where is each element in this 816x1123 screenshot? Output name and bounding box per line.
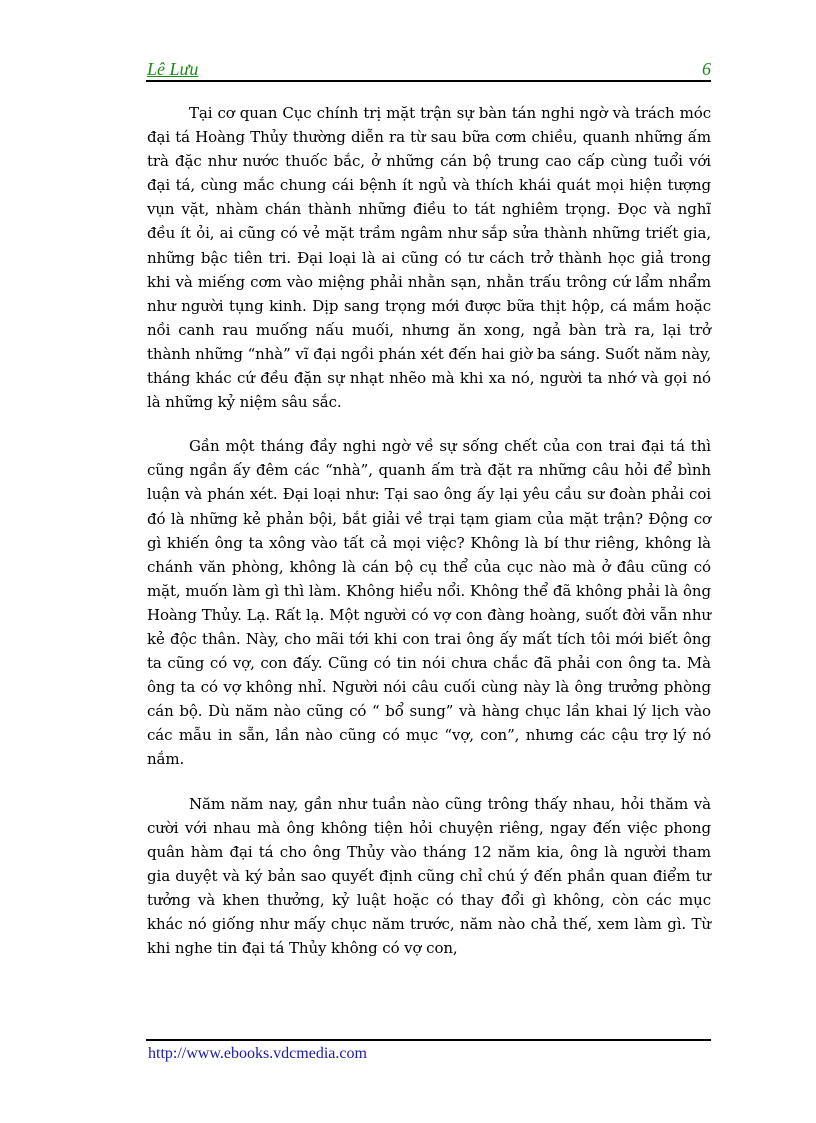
- footer-website-link[interactable]: http://www.ebooks.vdcmedia.com: [148, 1045, 367, 1062]
- footer-divider: [146, 1039, 711, 1041]
- paragraph-2: Gần một tháng đầy nghi ngờ về sự sống chết của con trai đại tá thì cũng ngần ấy đêm các “nhà”, quanh ấm trà đặt ra những câu hỏi để bình luận và phán xét. Đại loại như: Tại sao ông ấy lại yêu cầu sư đoàn phải coi đó là những kẻ phản bội, bắt giải về trại tạm giam của mặt trận? Động cơ gì khiến ông ta xông vào tất cả mọi việc? Không là bí thư riêng, không là chánh văn phòng, không là cán bộ cụ thể của cục nào mà ở đâu cũng có mặt, muốn làm gì thì làm. Không hiểu nổi. Không thể đã không phải là ông Hoàng Thủy. Lạ. Rất lạ. Một người có vợ con đàng hoàng, suốt đời vẫn như kẻ độc thân. Này, cho mãi tới khi con trai ông ấy mất tích tôi mới biết ông ta cũng có vợ, con đấy. Cũng có tin nói chưa chắc đã phải con ông ta. Mà ông ta có vợ không nhỉ. Người nói câu cuối cùng này là ông trưởng phòng cán bộ. Dù năm nào cũng có “ bổ sung” và hàng chục lần khai lý lịch vào các mẫu in sẵn, lần nào cũng có mục “vợ, con”, nhưng các cậu trợ lý nó nắm.: [147, 437, 711, 769]
- paragraph-3: Năm năm nay, gần như tuần nào cũng trông thấy nhau, hỏi thăm và cười với nhau mà ông không tiện hỏi chuyện riêng, ngay đến việc phong quân hàm đại tá cho ông Thủy vào tháng 12 năm kia, ông là người tham gia duyệt và ký bản sao quyết định cũng chỉ chú ý đến phần quan điểm tư tưởng và khen thưởng, kỷ luật hoặc có thay đổi gì không, còn các mục khác nó giống như mấy chục năm trước, năm nào chả thế, xem làm gì. Từ khi nghe tin đại tá Thủy không có vợ con,: [147, 794, 711, 958]
- page-number: 6: [702, 59, 711, 79]
- page-header: [146, 56, 711, 82]
- body-text: [147, 101, 711, 980]
- paragraph-1: Tại cơ quan Cục chính trị mặt trận sự bàn tán nghi ngờ và trách móc đại tá Hoàng Thủy thường diễn ra từ sau bữa cơm chiều, quanh những ấm trà đặc như nước thuốc bắc, ở những cán bộ trung cao cấp cùng tuổi với đại tá, cùng mắc chung cái bệnh ít ngủ và thích khái quát mọi hiện tượng vụn vặt, nhàm chán thành những điều to tát nghiêm trọng. Đọc và nghĩ đều ít ỏi, ai cũng có vẻ mặt trầm ngâm như sắp sửa thành những triết gia, những bậc tiên tri. Đại loại là ai cũng có tư cách trở thành học giả trong khi và miếng cơm vào miệng phải nhằn sạn, nhằn trấu trông cứ lẩm nhẩm như người tụng kinh. Dịp sang trọng mới được bữa thịt hộp, cá mắm hoặc nồi canh rau muống nấu muối, nhưng ăn xong, ngả bàn trà ra, lại trở thành những “nhà” vĩ đại ngồi phán xét đến hai giờ ba sáng. Suốt năm này, tháng khác cứ đều đặn sự nhạt nhẽo mà khi xa nó, người ta nhớ và gọi nó là những kỷ niệm sâu sắc.: [147, 104, 711, 412]
- header-author: Lê Lưu: [147, 59, 199, 79]
